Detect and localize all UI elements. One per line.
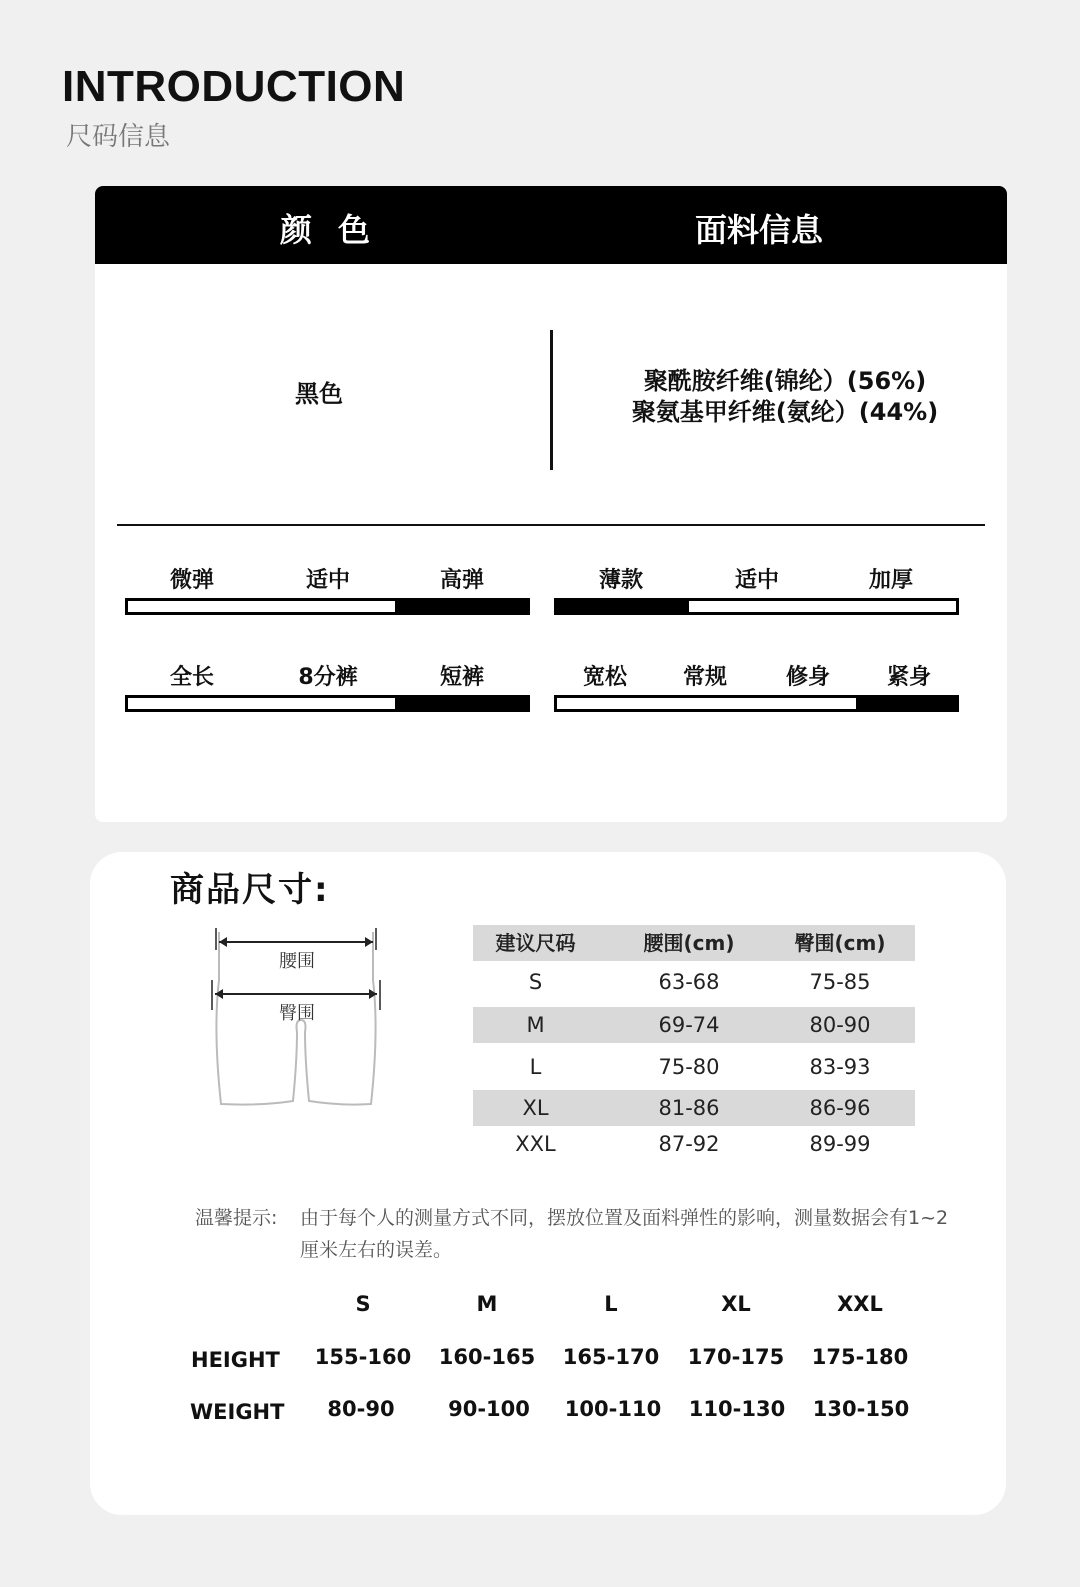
hw-size-header: XXL [837, 1292, 883, 1316]
scale-indicator [395, 698, 527, 709]
thickness-scale [554, 568, 959, 615]
scale-label: 8分裤 [298, 665, 358, 690]
table-header-cell: 腰围(cm) [643, 931, 735, 955]
size-card [90, 852, 1006, 1515]
weight-value: 130-150 [812, 1397, 910, 1421]
size-section-title: 商品尺寸: [170, 870, 330, 910]
product-info-card [95, 186, 1007, 822]
weight-value: 80-90 [327, 1397, 395, 1421]
table-cell: 80-90 [809, 1013, 871, 1037]
weight-value: 90-100 [448, 1397, 530, 1421]
tip-label: 温馨提示: [195, 1207, 278, 1229]
fabric-line: 聚氨基甲纤维(氨纶）(44%) [631, 398, 939, 426]
table-row [473, 1126, 915, 1162]
table-cell: 81-86 [658, 1096, 720, 1120]
length-scale [125, 665, 530, 712]
height-value: 155-160 [314, 1345, 412, 1369]
page-title: INTRODUCTION [62, 62, 406, 111]
table-cell: XL [522, 1096, 549, 1120]
scale-bar [125, 598, 530, 615]
scale-label: 适中 [305, 568, 351, 593]
scale-label: 高弹 [439, 568, 485, 593]
scale-label: 常规 [682, 665, 728, 690]
table-header-cell: 臀围(cm) [794, 931, 886, 955]
height-value: 165-170 [562, 1345, 660, 1369]
scale-indicator [395, 601, 527, 612]
measurement-tip [195, 1202, 955, 1272]
fit-scale [554, 665, 959, 712]
table-cell: 89-99 [809, 1132, 871, 1156]
table-cell: M [526, 1013, 545, 1037]
table-cell: XXL [515, 1132, 556, 1156]
scale-bar [554, 695, 959, 712]
height-weight-table [90, 1292, 1006, 1432]
scale-indicator [557, 601, 689, 612]
table-cell: 75-80 [658, 1055, 720, 1079]
table-row [473, 1007, 915, 1043]
fabric-line: 聚酰胺纤维(锦纶）(56%) [643, 367, 927, 395]
table-cell: 63-68 [658, 970, 720, 994]
fabric-header: 面料信息 [695, 211, 824, 249]
table-row [473, 964, 915, 1000]
color-value: 黑色 [295, 380, 343, 408]
shorts-diagram [205, 920, 385, 1115]
scale-label: 加厚 [868, 568, 914, 593]
size-table-header [473, 925, 915, 961]
scale-label: 短裤 [439, 665, 485, 690]
table-cell: 86-96 [809, 1096, 871, 1120]
color-header: 颜色 [280, 211, 397, 249]
scale-bar [554, 598, 959, 615]
table-cell: L [529, 1055, 542, 1079]
horizontal-divider [117, 524, 985, 526]
scale-label: 全长 [169, 665, 215, 690]
waist-label: 腰围 [279, 951, 315, 972]
hip-label: 臀围 [279, 1003, 315, 1024]
weight-value: 100-110 [564, 1397, 662, 1421]
height-value: 175-180 [811, 1345, 909, 1369]
hw-size-header: S [355, 1292, 371, 1316]
table-cell: 75-85 [809, 970, 871, 994]
table-header-cell: 建议尺码 [495, 931, 576, 955]
scale-label: 微弹 [169, 568, 215, 593]
table-cell: 69-74 [658, 1013, 720, 1037]
scale-label: 宽松 [582, 665, 628, 690]
info-card-header [95, 186, 1007, 264]
elasticity-scale [125, 568, 530, 615]
table-row [473, 1049, 915, 1085]
table-cell: 83-93 [809, 1055, 871, 1079]
hw-size-header: L [604, 1292, 618, 1316]
scale-label: 修身 [785, 665, 831, 690]
table-cell: 87-92 [658, 1132, 720, 1156]
height-value: 160-165 [438, 1345, 536, 1369]
height-label: HEIGHT [191, 1348, 280, 1372]
hw-size-header: XL [721, 1292, 751, 1316]
table-row [473, 1090, 915, 1126]
scale-label: 适中 [734, 568, 780, 593]
scale-bar [125, 695, 530, 712]
scale-indicator [856, 698, 956, 709]
scale-label: 紧身 [886, 665, 932, 690]
weight-label: WEIGHT [190, 1400, 285, 1424]
table-cell: S [528, 970, 543, 994]
scale-label: 薄款 [598, 568, 644, 593]
tip-text: 由于每个人的测量方式不同，摆放位置及面料弹性的影响，测量数据会有1~2厘米左右的误差。 [300, 1207, 949, 1261]
height-value: 170-175 [687, 1345, 785, 1369]
vertical-divider [550, 330, 553, 470]
page-subtitle: 尺码信息 [66, 122, 171, 152]
weight-value: 110-130 [688, 1397, 786, 1421]
hw-size-header: M [476, 1292, 498, 1316]
fabric-composition [595, 366, 975, 428]
